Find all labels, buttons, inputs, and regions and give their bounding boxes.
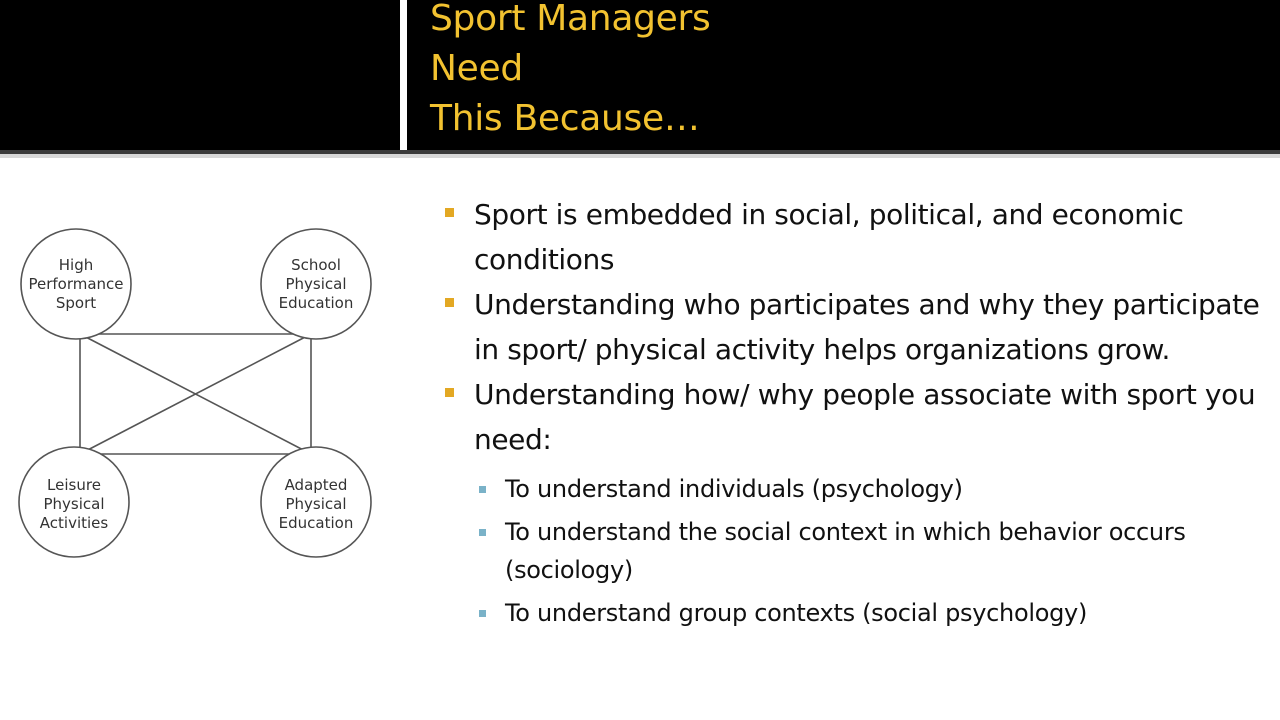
node-top-left-line-2: Performance: [28, 275, 124, 293]
node-bottom-left-line-2: Physical: [43, 495, 105, 513]
node-leisure-physical-activities: [19, 447, 129, 557]
sub-bullet-item: [475, 513, 1260, 589]
node-bottom-left-line-3: Activities: [39, 514, 109, 532]
node-top-left-line-3: Sport: [55, 294, 97, 312]
bullet-text: Sport is embedded in social, political, and economic conditions: [474, 198, 1184, 276]
sub-bullet-text: To understand the social context in which behavior occurs (sociology): [505, 518, 1186, 584]
title-line-2: Need: [430, 48, 523, 89]
square-sub-bullet-icon: [479, 486, 486, 493]
header-left-panel: [0, 0, 400, 150]
sub-bullet-item: [475, 470, 1260, 508]
bullet-text: Understanding how/ why people associate with sport you need:: [474, 378, 1256, 456]
node-bottom-right-line-2: Physical: [285, 495, 347, 513]
square-bullet-icon: [445, 298, 454, 307]
title-line-1: Sport Managers: [430, 0, 711, 39]
node-bottom-right-line-3: Education: [278, 514, 354, 532]
sub-bullet-text: To understand group contexts (social psychology): [505, 599, 1088, 627]
bullet-item: [440, 192, 1260, 282]
header-rule-shadow: [0, 154, 1280, 158]
bullet-item: [440, 282, 1260, 372]
node-adapted-physical-education: [261, 447, 371, 557]
node-school-physical-education: [261, 229, 371, 339]
diagram-connectors: [80, 334, 311, 454]
node-top-left-line-1: High: [58, 256, 94, 274]
node-top-right-line-1: School: [291, 256, 341, 274]
node-top-right-line-2: Physical: [285, 275, 347, 293]
node-bottom-right-line-1: Adapted: [284, 476, 348, 494]
bullet-item: [440, 372, 1260, 462]
square-bullet-icon: [445, 388, 454, 397]
sport-domains-diagram: [0, 200, 400, 570]
node-high-performance-sport: [21, 229, 131, 339]
bullet-text: Understanding who participates and why they participate in sport/ physical activity helps organizations grow.: [474, 288, 1260, 366]
square-sub-bullet-icon: [479, 529, 486, 536]
title-line-3: This Because…: [430, 98, 700, 139]
sub-bullet-item: [475, 594, 1260, 632]
bullet-list: [440, 192, 1260, 632]
square-sub-bullet-icon: [479, 610, 486, 617]
node-bottom-left-line-1: Leisure: [47, 476, 101, 494]
square-bullet-icon: [445, 208, 454, 217]
sub-bullet-text: To understand individuals (psychology): [505, 475, 963, 503]
node-top-right-line-3: Education: [278, 294, 354, 312]
slide-title: [430, 0, 710, 144]
header-divider: [400, 0, 407, 150]
